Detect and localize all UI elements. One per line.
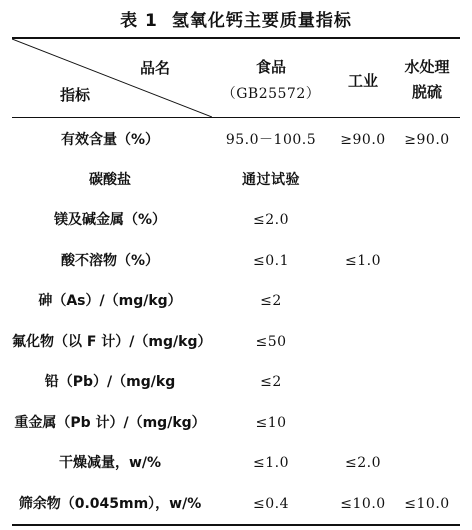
water-treatment-value bbox=[394, 281, 460, 321]
industry-value: ≤2.0 bbox=[345, 455, 381, 471]
industry-value bbox=[332, 200, 394, 240]
indicator-name: 镁及碱金属（%） bbox=[53, 212, 167, 228]
table-title: 氢氧化钙主要质量指标 bbox=[171, 11, 352, 31]
water-treatment-value bbox=[394, 322, 460, 362]
water-treatment-value bbox=[394, 403, 460, 443]
header-food-standard: （GB25572） bbox=[221, 86, 321, 102]
header-water-line2: 脱硫 bbox=[411, 83, 442, 101]
table-row bbox=[12, 200, 460, 240]
header-water-line1: 水处理 bbox=[404, 58, 450, 76]
water-treatment-value bbox=[394, 443, 460, 483]
header-water-treatment bbox=[394, 56, 460, 102]
table-row bbox=[12, 322, 460, 362]
food-value: ≤0.1 bbox=[253, 253, 289, 269]
table-row bbox=[12, 484, 460, 524]
table-row bbox=[12, 362, 460, 402]
industry-value: ≥90.0 bbox=[340, 132, 386, 148]
water-treatment-value bbox=[394, 200, 460, 240]
industry-value: ≤10.0 bbox=[340, 496, 386, 512]
table-row bbox=[12, 120, 460, 160]
industry-value bbox=[332, 322, 394, 362]
food-value: ≤50 bbox=[255, 334, 287, 350]
indicator-name: 铅（Pb）/（mg/kg bbox=[44, 374, 176, 390]
food-value: ≤2 bbox=[260, 293, 282, 309]
table-row bbox=[12, 160, 460, 200]
header-industry: 工业 bbox=[347, 72, 378, 90]
food-value: ≤1.0 bbox=[253, 455, 289, 471]
table-row bbox=[12, 443, 460, 483]
header-food bbox=[210, 56, 332, 103]
water-treatment-value bbox=[394, 241, 460, 281]
indicator-name: 砷（As）/（mg/kg） bbox=[38, 293, 182, 309]
indicator-name: 干燥减量，w/% bbox=[58, 455, 162, 471]
indicator-name: 氟化物（以 F 计）/（mg/kg） bbox=[12, 334, 212, 350]
table-row bbox=[12, 241, 460, 281]
header-food-label: 食品 bbox=[255, 58, 286, 76]
header-indicator-label: 指标 bbox=[60, 86, 91, 104]
food-value: ≤0.4 bbox=[253, 496, 289, 512]
food-value: ≤10 bbox=[255, 415, 287, 431]
industry-value bbox=[332, 403, 394, 443]
bottom-rule bbox=[12, 524, 460, 526]
water-treatment-value bbox=[394, 362, 460, 402]
food-value: 95.0－100.5 bbox=[225, 132, 317, 148]
indicator-name: 酸不溶物（%） bbox=[60, 253, 160, 269]
table-row bbox=[12, 403, 460, 443]
industry-value bbox=[332, 160, 394, 200]
indicator-name: 重金属（Pb 计）/（mg/kg） bbox=[14, 415, 206, 431]
water-treatment-value bbox=[394, 160, 460, 200]
table-caption bbox=[0, 6, 472, 31]
water-treatment-value: ≥90.0 bbox=[404, 132, 450, 148]
indicator-name: 碳酸盐 bbox=[89, 172, 131, 188]
indicator-name: 有效含量（%） bbox=[60, 132, 160, 148]
header-diagonal-line bbox=[12, 39, 212, 117]
industry-value bbox=[332, 362, 394, 402]
table-number: 表 1 bbox=[120, 11, 158, 31]
indicator-name: 筛余物（0.045mm），w/% bbox=[18, 496, 202, 512]
food-value: ≤2 bbox=[260, 374, 282, 390]
table-row bbox=[12, 281, 460, 321]
header-rule bbox=[12, 117, 460, 118]
water-treatment-value: ≤10.0 bbox=[404, 496, 450, 512]
industry-value: ≤1.0 bbox=[345, 253, 381, 269]
industry-value bbox=[332, 281, 394, 321]
food-value: ≤2.0 bbox=[253, 212, 289, 228]
food-value: 通过试验 bbox=[242, 172, 300, 188]
header-product-label: 品名 bbox=[140, 59, 171, 77]
